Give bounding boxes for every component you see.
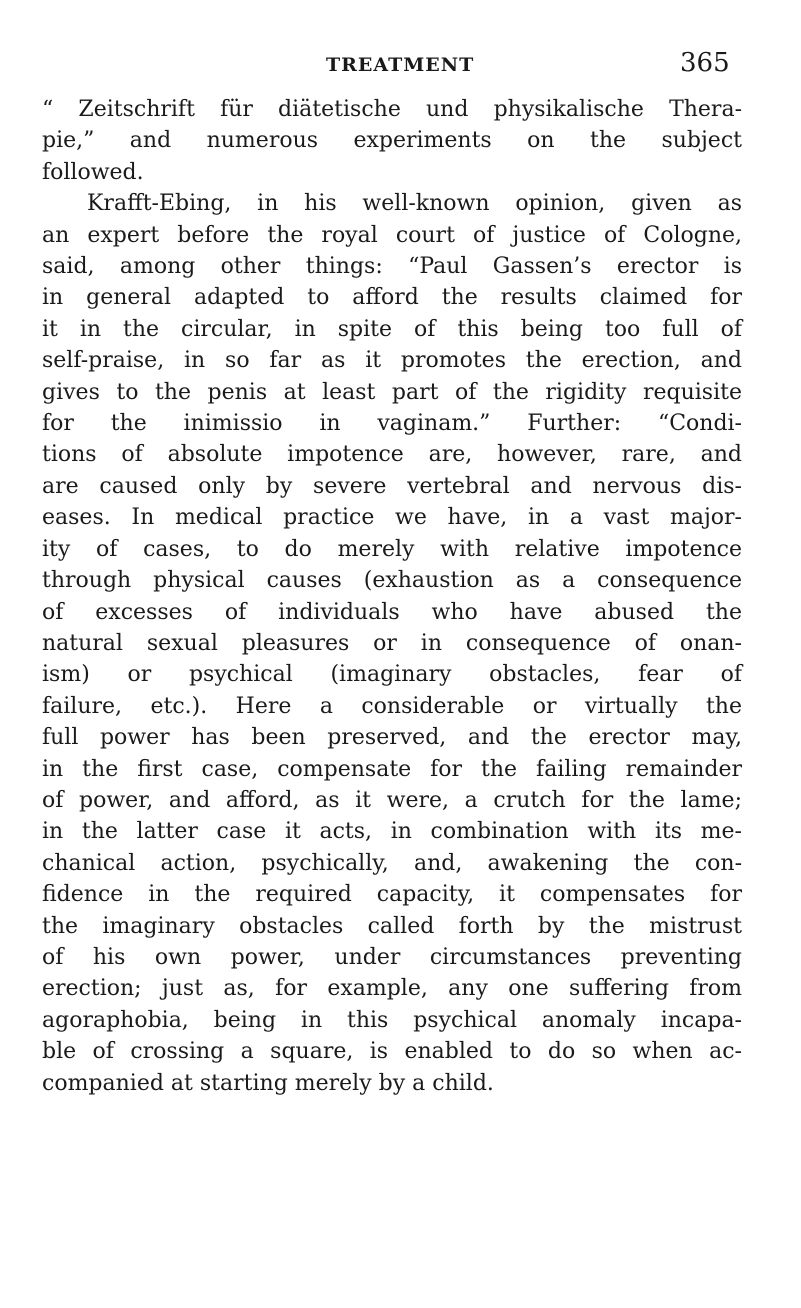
- text-line: an expert before the royal court of justice of Cologne,: [42, 222, 742, 248]
- text-line: fidence in the required capacity, it compensates for: [42, 882, 742, 908]
- text-line: for the inimissio in vaginam.” Further: “Condi-: [42, 411, 742, 437]
- running-title: TREATMENT: [326, 54, 475, 76]
- text-line: in the first case, compensate for the failing remainder: [42, 756, 742, 782]
- text-line: through physical causes (exhaustion as a consequence: [42, 568, 742, 594]
- text-line: tions of absolute impotence are, however, rare, and: [42, 442, 742, 468]
- text-line: “ Zeitschrift für diätetische und physikalische Thera-: [42, 97, 742, 122]
- text-line: of his own power, under circumstances preventing: [42, 944, 742, 970]
- text-line: erection; just as, for example, any one suffering from: [42, 976, 742, 1002]
- text-line: ism) or psychical (imaginary obstacles, fear of: [42, 662, 742, 688]
- text-line: said, among other things: “Paul Gassen’s erector is: [42, 254, 742, 280]
- text-line: failure, etc.). Here a considerable or virtually the: [42, 693, 742, 719]
- paragraph: [42, 188, 742, 1099]
- text-line: self-praise, in so far as it promotes the erection, and: [42, 348, 742, 374]
- text-line: are caused only by severe vertebral and nervous dis-: [42, 473, 742, 499]
- page-number: 365: [680, 48, 730, 78]
- text-line: chanical action, psychically, and, awakening the con-: [42, 850, 742, 876]
- text-line: ity of cases, to do merely with relative impotence: [42, 536, 742, 562]
- text-line: Krafft-Ebing, in his well-known opinion, given as: [87, 191, 742, 217]
- text-line: in general adapted to afford the results claimed for: [42, 285, 742, 311]
- text-line: full power has been preserved, and the erector may,: [42, 725, 742, 751]
- text-line: eases. In medical practice we have, in a vast major-: [42, 505, 742, 531]
- text-line: companied at starting merely by a child.: [42, 1070, 494, 1096]
- text-line: gives to the penis at least part of the rigidity requisite: [42, 379, 742, 405]
- text-line: it in the circular, in spite of this being too full of: [42, 316, 742, 342]
- text-line: pie,” and numerous experiments on the subject: [42, 128, 742, 154]
- text-line: of power, and afford, as it were, a crutch for the lame;: [42, 787, 742, 813]
- text-line: natural sexual pleasures or in consequence of onan-: [42, 630, 742, 656]
- text-line: of excesses of individuals who have abused the: [42, 599, 742, 625]
- text-line: ble of crossing a square, is enabled to do so when ac-: [42, 1039, 742, 1065]
- text-line: in the latter case it acts, in combination with its me-: [42, 819, 742, 845]
- paragraph: [42, 94, 742, 188]
- text-line: followed.: [42, 159, 144, 185]
- text-line: the imaginary obstacles called forth by the mistrust: [42, 913, 742, 939]
- text-line: agoraphobia, being in this psychical anomaly incapa-: [42, 1007, 742, 1033]
- body-text: [42, 94, 742, 1099]
